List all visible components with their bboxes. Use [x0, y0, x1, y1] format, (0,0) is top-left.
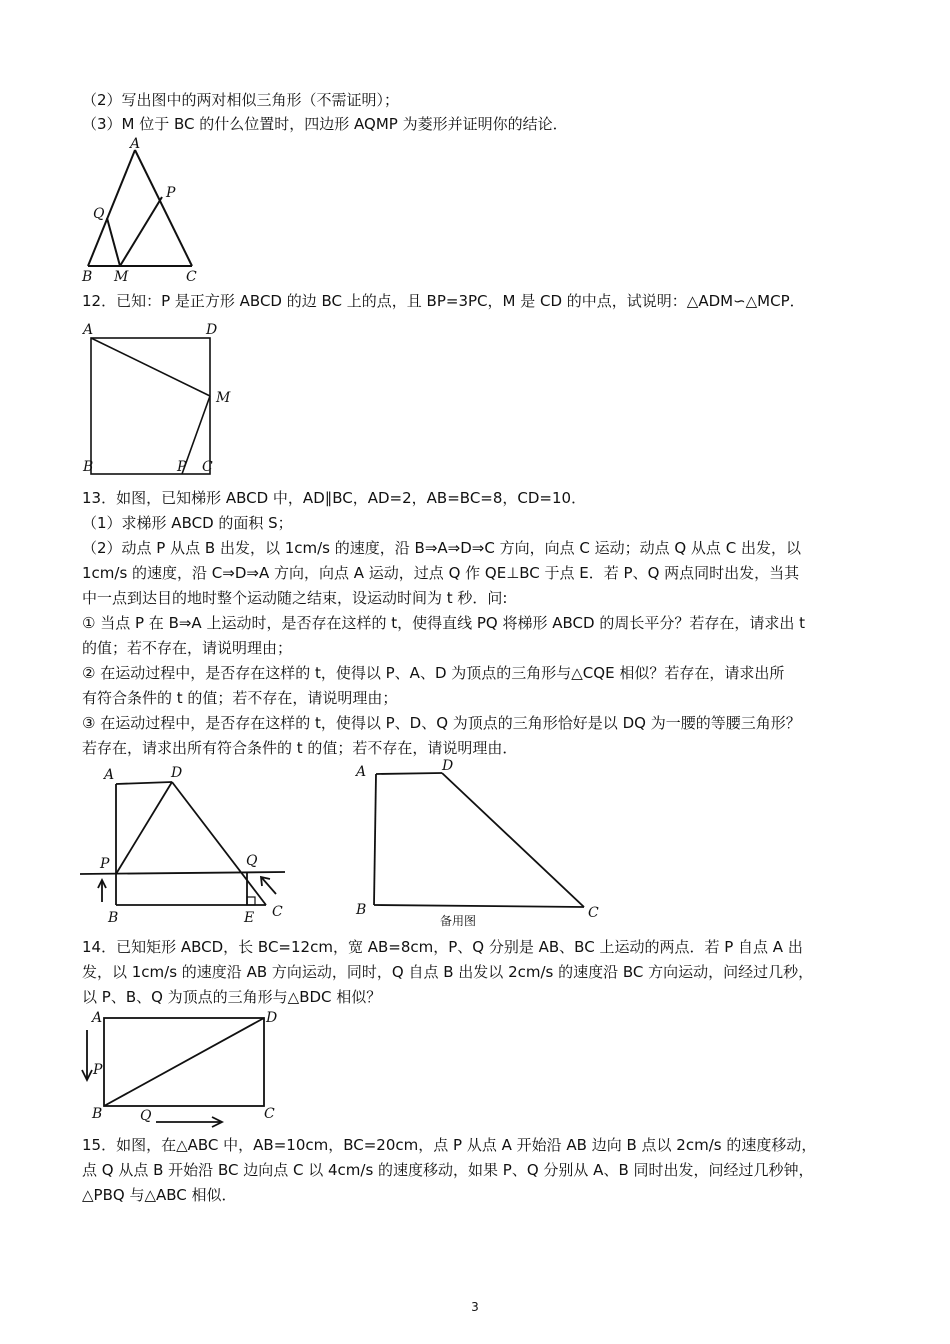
- label-B: B: [356, 902, 367, 918]
- figure-triangle-rhombus: [80, 135, 220, 285]
- label-A: A: [356, 764, 367, 780]
- label-B: B: [92, 1106, 103, 1122]
- q15-line3: △PBQ 与△ABC 相似．: [82, 1186, 237, 1204]
- q13-part2-line2: 1cm/s 的速度，沿 C⇒D⇒A 方向，向点 A 运动，过点 Q 作 QE⊥BC 于点 E．若 P、Q 两点同时出发，当其: [82, 564, 800, 582]
- spare-figure-caption: 备用图: [440, 914, 477, 928]
- figure-trapezoid-motion: [80, 762, 295, 932]
- label-D: D: [442, 758, 454, 774]
- q13-intro: 13．如图，已知梯形 ABCD 中，AD∥BC，AD=2，AB=BC=8，CD=10．: [82, 489, 587, 507]
- q13-part2-line1: （2）动点 P 从点 B 出发，以 1cm/s 的速度，沿 B⇒A⇒D⇒C 方向，向点 C 运动；动点 Q 从点 C 出发，以: [82, 539, 801, 557]
- label-A: A: [92, 1010, 103, 1026]
- label-M: M: [114, 269, 129, 285]
- label-C: C: [272, 904, 283, 920]
- label-C: C: [588, 905, 599, 921]
- label-Q: Q: [140, 1108, 152, 1124]
- label-P: P: [100, 856, 110, 872]
- q13-sub1-line1: ① 当点 P 在 B⇒A 上运动时，是否存在这样的 t，使得直线 PQ 将梯形 ABCD 的周长平分？若存在，请求出 t: [82, 614, 805, 632]
- q11-part3: （3）M 位于 BC 的什么位置时，四边形 AQMP 为菱形并证明你的结论．: [82, 115, 568, 133]
- label-E: E: [244, 910, 255, 926]
- label-Q: Q: [246, 853, 258, 869]
- figure-trapezoid-spare: [350, 757, 610, 932]
- q14-line3: 以 P、B、Q 为顶点的三角形与△BDC 相似？: [82, 988, 382, 1006]
- q14-line1: 14．已知矩形 ABCD，长 BC=12cm，宽 AB=8cm，P、Q 分别是 AB、BC 上运动的两点．若 P 自点 A 出: [82, 938, 803, 956]
- q13-sub3-line1: ③ 在运动过程中，是否存在这样的 t，使得以 P、D、Q 为顶点的三角形恰好是以 DQ 为一腰的等腰三角形？: [82, 714, 801, 732]
- label-P: P: [177, 459, 187, 475]
- q15-line1: 15．如图，在△ABC 中，AB=10cm，BC=20cm，点 P 从点 A 开始沿 AB 边向 B 点以 2cm/s 的速度移动，: [82, 1136, 817, 1154]
- q13-part2-line3: 中一点到达目的地时整个运动随之结束，设运动时间为 t 秒．问:: [82, 589, 508, 607]
- figure-square: [80, 318, 240, 478]
- label-B: B: [108, 910, 119, 926]
- q12-text: 12．已知：P 是正方形 ABCD 的边 BC 上的点，且 BP=3PC，M 是 CD 的中点，试说明：△ADM∽△MCP．: [82, 292, 805, 310]
- label-A: A: [104, 767, 115, 783]
- label-B: B: [83, 459, 94, 475]
- label-D: D: [206, 322, 218, 338]
- label-A: A: [83, 322, 94, 338]
- q13-sub2-line2: 有符合条件的 t 的值；若不存在，请说明理由；: [82, 689, 398, 707]
- label-D: D: [266, 1010, 278, 1026]
- q13-sub3-line2: 若存在，请求出所有符合条件的 t 的值；若不存在，请说明理由．: [82, 739, 518, 757]
- label-D: D: [171, 765, 183, 781]
- q13-sub1-line2: 的值；若不存在，请说明理由；: [82, 639, 293, 657]
- q11-part2: （2）写出图中的两对相似三角形（不需证明）；: [82, 91, 400, 109]
- q13-part1: （1）求梯形 ABCD 的面积 S；: [82, 514, 293, 532]
- label-Q: Q: [93, 206, 105, 222]
- label-C: C: [264, 1106, 275, 1122]
- label-C: C: [202, 459, 213, 475]
- q14-line2: 发，以 1cm/s 的速度沿 AB 方向运动，同时，Q 自点 B 出发以 2cm/s 的速度沿 BC 方向运动，问经过几秒，: [82, 963, 814, 981]
- figure-rectangle-diagonal: [80, 1008, 280, 1133]
- page-number: 3: [471, 1300, 479, 1314]
- q13-sub2-line1: ② 在运动过程中，是否存在这样的 t，使得以 P、A、D 为顶点的三角形与△CQE 相似？若存在，请求出所: [82, 664, 785, 682]
- label-C: C: [186, 269, 197, 285]
- label-A: A: [130, 136, 141, 152]
- label-P: P: [93, 1062, 103, 1078]
- label-M: M: [216, 390, 231, 406]
- label-B: B: [82, 269, 93, 285]
- label-P: P: [166, 185, 176, 201]
- q15-line2: 点 Q 从点 B 开始沿 BC 边向点 C 以 4cm/s 的速度移动，如果 P、Q 分别从 A、B 同时出发，问经过几秒钟，: [82, 1161, 814, 1179]
